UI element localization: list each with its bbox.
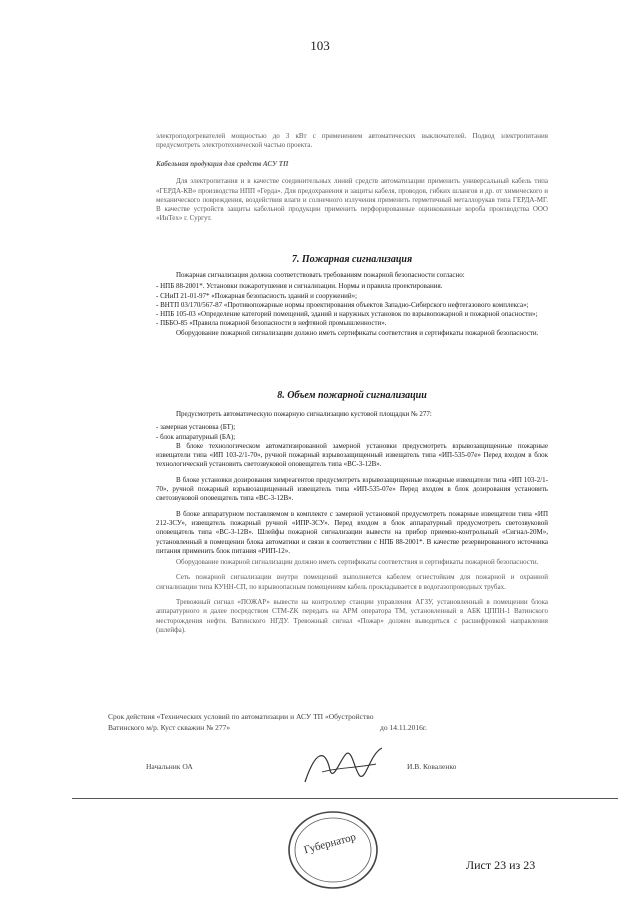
- top-fragment: [156, 132, 548, 153]
- section8-paragraph: Оборудование пожарной сигнализации должно иметь сертификаты соответствия и сертификаты пожарной безопасности.: [176, 558, 539, 567]
- section7-item: - ВНТП 03/170/567-87 «Противопожарные нормы проектирования объектов Западно-Сибирского нефтегазового комплекса»;: [156, 300, 529, 309]
- section8-item: - блок аппаратурный (БА);: [156, 432, 236, 441]
- section7-intro: Пожарная сигнализация должна соответствовать требованиям пожарной безопасности согласно:: [176, 271, 465, 279]
- validity-line2: Ватинского м/р. Куст скважин № 277»: [108, 723, 231, 732]
- section8-paragraph: В блоке технологическом автоматизированной замерной установки предусмотреть взрывозащищенные пожарные извещатели типа «ИП 103-2/1-70», ручной пожарный взрывозащищенный извещатель типа «ИП-535-07е» Перед входом в блок технологический установить светозвуковой оповещатель типа «ВС-3-12В».: [156, 441, 548, 469]
- section7-item: - ПББО-85 «Правила пожарной безопасности в нефтяной промышленности».: [156, 319, 387, 328]
- section7-list: [156, 282, 548, 328]
- validity-line1: Срок действия «Технических условий по автоматизации и АСУ ТП «Обустройство: [108, 712, 374, 721]
- validity-until: до 14.11.2016г.: [380, 723, 428, 732]
- section8-item: - замерная установка (БТ);: [156, 423, 236, 432]
- cable-section: [156, 160, 548, 226]
- sheet-info: Лист 23 из 23: [466, 858, 536, 872]
- section7-item: - НПБ 105-03 «Определение категорий помещений, зданий и наружных установок по взрывопожарной и пожарной опасности»;: [156, 310, 538, 319]
- page-number: 103: [310, 38, 330, 53]
- stamp-text: Губернатор: [302, 831, 358, 857]
- top-fragment-text: электроподогревателей мощностью до 3 кВт с применением автоматических выключателей. Подвод электропитания предусмотреть электротехнической частью проекта.: [156, 132, 548, 150]
- section7-heading: 7. Пожарная сигнализация: [291, 254, 413, 265]
- section8-paragraph: В блоке установки дозирования химреагентов предусмотреть взрывозащищенные пожарные извещатели типа «ИП 103-2/1-70», ручной пожарный взрывозащищенный извещатель типа «ИП-535-07е» Перед входом в блок дозирования установить светозвуковой оповещатель типа «ВС-3-12В».: [156, 475, 548, 503]
- section8-intro: Предусмотреть автоматическую пожарную сигнализацию кустовой площадки № 277:: [176, 410, 432, 418]
- section7-item: - НПБ 88-2001*. Установки пожаротушения и сигнализации. Нормы и правила проектирования.: [156, 282, 443, 291]
- section8-list: [156, 423, 548, 442]
- section8-body: [156, 410, 548, 637]
- stamp-seal: [278, 800, 388, 895]
- cable-text: Для электропитания и в качестве соединительных линий средств автоматизации применить универсальный кабель типа «ГЕРДА-КВ» производства НПП «Герда». Для предохранения и защиты кабеля, проводов, гибких шлангов и др. от химического и механического повреждения, воздействия влаги и солнечного излучения применить герметичный металлорукав типа ГЕРДА-МГ. В качестве устройств защиты кабельной продукции применить перфорированные оцинкованные короба производства ООО «ИнТех» г. Сургут.: [156, 177, 548, 223]
- section8-heading: 8. Объем пожарной сигнализации: [277, 390, 427, 401]
- section8-paragraph: Тревожный сигнал «ПОЖАР» вывести на контроллер станции управления АГЗУ, установленный в помещении блока аппаратурного и далее посредством СТМ-ZK передать на АРМ оператора ТМ, установленный в АБК ЦППН-1 Ватинского месторождения нефти. Ватинского НГДУ. Тревожный сигнал «Пожар» должен выводиться с расшифровкой направления (шлейфа).: [156, 598, 548, 634]
- section8-paragraph: В блоке аппаратурном поставляемом в комплекте с замерной установкой предусмотреть пожарные извещатели типа «ИП 212-3СУ», извещатель пожарный ручной «ИПР-3СУ». Перед входом в блок аппаратурный предусмотреть светозвуковой оповещатель типа «ВС-3-12В». Шлейфы пожарной сигнализации вывести на прибор приемно-контрольный «Сигнал-20М», установленный в помещении блока автоматики и связи в соответствии с НПБ 88-2001*. В качестве резервированного источника питания применить блок питания «РИП-12».: [156, 509, 548, 555]
- cable-title: Кабельная продукция для средств АСУ ТП: [156, 160, 289, 168]
- signer-position: Начальник ОА: [146, 762, 193, 771]
- section7-item: - СНиП 21-01-97* «Пожарная безопасность зданий и сооружений»;: [156, 291, 358, 300]
- handwritten-signature: [300, 742, 390, 792]
- section8-paragraph: Сеть пожарной сигнализации внутри помещений выполняется кабелем огнестойким для пожарной и охранной сигнализации типа КУНН-СП, по взрывоопасным помещениям кабель прокладывается в водогазопроводных трубах.: [156, 573, 548, 591]
- section7-closing: Оборудование пожарной сигнализации должно иметь сертификаты соответствия и сертификаты пожарной безопасности.: [176, 328, 539, 337]
- horizontal-rule: [72, 798, 618, 799]
- signer-name: И.В. Коваленко: [407, 762, 457, 771]
- section7-body: [156, 271, 548, 340]
